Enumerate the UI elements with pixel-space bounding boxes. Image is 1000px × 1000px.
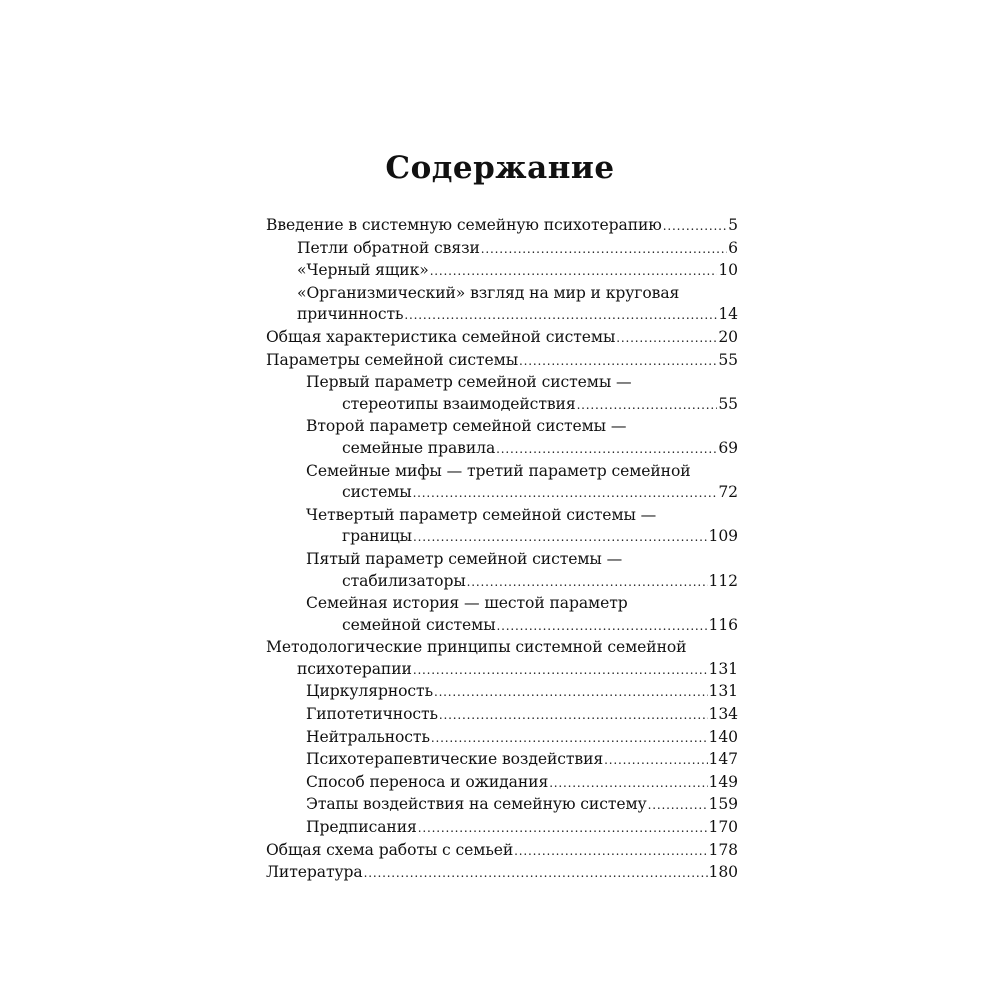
dot-leader — [467, 572, 708, 594]
toc-page-number: 10 — [718, 261, 738, 280]
toc-entry-title-line1: Четвертый параметр семейной системы — — [306, 505, 657, 524]
toc-entry-title-line1: Второй параметр семейной системы — — [306, 417, 627, 436]
dot-leader — [364, 863, 708, 885]
toc-entry-title-line1: Первый параметр семейной системы — — [306, 373, 632, 392]
toc-entry — [266, 215, 738, 238]
toc-entry — [266, 749, 738, 772]
dot-leader — [496, 439, 717, 461]
toc-page-number: 20 — [718, 327, 738, 346]
toc-entry — [266, 727, 738, 750]
toc-entry — [266, 772, 738, 795]
toc-entry — [266, 681, 738, 704]
toc-page-number: 147 — [708, 750, 738, 769]
toc-page-number: 178 — [708, 840, 738, 859]
toc-entry — [266, 461, 738, 505]
toc-entry — [266, 350, 738, 373]
toc-page-number: 5 — [728, 216, 738, 234]
toc-page-number: 159 — [708, 795, 738, 814]
dot-leader — [497, 616, 708, 638]
toc-entry-title: Способ переноса и ожидания — [306, 772, 549, 791]
toc-entry-title-line1: «Организмический» взгляд на мир и круговая — [297, 283, 680, 302]
toc-entry-title-line1: Методологические принципы системной семейной — [266, 638, 687, 657]
toc-entry-title-line2: границы — [342, 527, 412, 546]
toc-entry-title: Нейтральность — [306, 727, 430, 746]
toc-page-number: 149 — [708, 772, 738, 791]
toc-entry — [266, 238, 738, 261]
toc-entry — [266, 549, 738, 593]
dot-leader — [549, 773, 707, 795]
toc-page-number: 180 — [708, 863, 738, 882]
toc-entry-title-line2: психотерапии — [297, 659, 412, 678]
toc-entry-title: «Черный ящик» — [297, 261, 429, 280]
toc-entry-title: Гипотетичность — [306, 705, 438, 724]
toc-page-number: 116 — [708, 615, 738, 634]
toc-page-number: 14 — [718, 305, 738, 324]
toc-page-number: 55 — [718, 350, 738, 369]
dot-leader — [514, 841, 707, 863]
toc-entry-title: Общая характеристика семейной системы — [266, 327, 616, 346]
toc-entry-title: Петли обратной связи — [297, 238, 480, 257]
dot-leader — [519, 351, 717, 373]
dot-leader — [418, 818, 708, 840]
dot-leader — [663, 216, 727, 238]
dot-leader — [481, 239, 727, 261]
toc-entry-title-line1: Семейная история — шестой параметр — [306, 594, 628, 613]
dot-leader — [413, 527, 708, 549]
table-of-contents — [266, 215, 738, 885]
toc-entry — [266, 416, 738, 460]
toc-entry — [266, 283, 738, 327]
dot-leader — [648, 795, 708, 817]
dot-leader — [616, 328, 717, 350]
page-title: Содержание — [385, 150, 615, 186]
toc-entry-title-line2: стереотипы взаимодействия — [342, 394, 576, 413]
toc-entry-title-line1: Пятый параметр семейной системы — — [306, 549, 623, 568]
toc-entry — [266, 505, 738, 549]
toc-page-number: 140 — [708, 727, 738, 746]
toc-entry — [266, 637, 738, 681]
toc-page-number: 131 — [708, 659, 738, 678]
dot-leader — [413, 660, 708, 682]
toc-entry-title-line2: семейной системы — [342, 615, 496, 634]
toc-entry-title: Предписания — [306, 818, 417, 837]
dot-leader — [604, 750, 707, 772]
toc-entry — [266, 260, 738, 283]
toc-entry-title: Параметры семейной системы — [266, 350, 519, 369]
toc-entry — [266, 372, 738, 416]
toc-entry-title: Литература — [266, 863, 363, 882]
toc-entry-title: Введение в системную семейную психотерапию — [266, 216, 662, 234]
toc-page-number: 131 — [708, 682, 738, 701]
toc-entry — [266, 704, 738, 727]
toc-page-number: 134 — [708, 705, 738, 724]
toc-page-number: 55 — [718, 394, 738, 413]
toc-entry — [266, 327, 738, 350]
toc-entry-title: Циркулярность — [306, 682, 433, 701]
dot-leader — [404, 305, 717, 327]
dot-leader — [577, 395, 718, 417]
toc-entry-title: Этапы воздействия на семейную систему — [306, 795, 647, 814]
toc-entry — [266, 817, 738, 840]
toc-page-number: 109 — [708, 527, 738, 546]
toc-page-number: 170 — [708, 818, 738, 837]
dot-leader — [439, 705, 708, 727]
toc-entry-title-line2: причинность — [297, 305, 404, 324]
dot-leader — [431, 728, 708, 750]
toc-entry-title: Психотерапевтические воздействия — [306, 750, 604, 769]
toc-entry-title-line2: стабилизаторы — [342, 571, 466, 590]
toc-entry — [266, 862, 738, 885]
toc-page-number: 69 — [718, 438, 738, 457]
toc-page-number: 6 — [728, 238, 738, 257]
toc-entry — [266, 794, 738, 817]
toc-page-number: 72 — [718, 483, 738, 502]
dot-leader — [430, 261, 718, 283]
dot-leader — [434, 682, 708, 704]
toc-entry-title: Общая схема работы с семьей — [266, 840, 514, 859]
toc-entry-title-line2: системы — [342, 483, 412, 502]
toc-entry-title-line1: Семейные мифы — третий параметр семейной — [306, 461, 691, 480]
toc-page-number: 112 — [708, 571, 738, 590]
dot-leader — [413, 483, 718, 505]
toc-entry-title-line2: семейные правила — [342, 438, 496, 457]
toc-entry — [266, 593, 738, 637]
toc-entry — [266, 840, 738, 863]
